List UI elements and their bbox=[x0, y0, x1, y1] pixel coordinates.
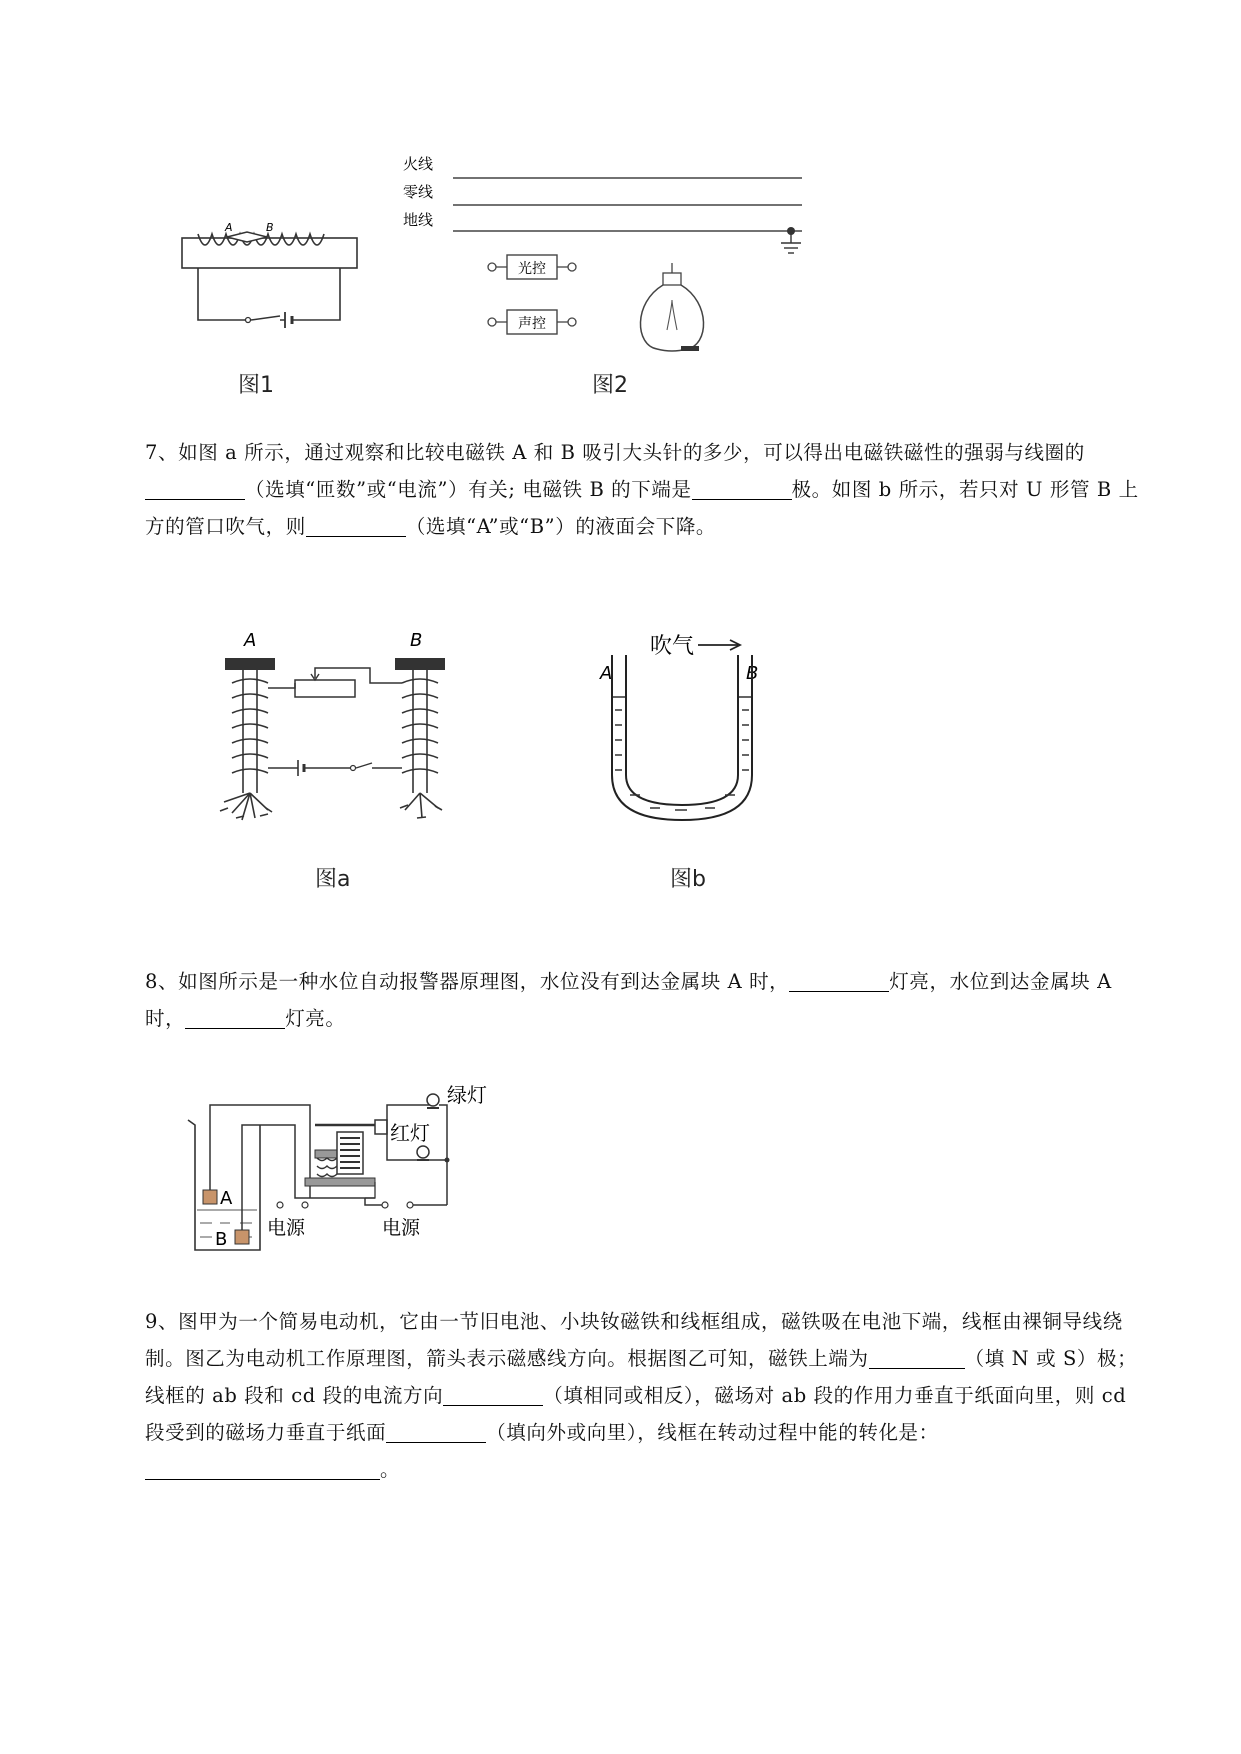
light-switch-label: 光控 bbox=[518, 261, 546, 277]
q7-text-2: （选填“匝数”或“电流”）有关; 电磁铁 B 的下端是 bbox=[245, 478, 692, 501]
fig-a-label-b: B bbox=[410, 630, 423, 651]
question-7 bbox=[145, 434, 1150, 545]
q8-text-1: 8、如图所示是一种水位自动报警器原理图，水位没有到达金属块 A 时， bbox=[145, 970, 790, 993]
q9-text-1: 9、图甲为一个简易电动机，它由一节旧电池、小块钕磁铁和线框组成，磁铁吸在电池下端，线框由裸铜导线绕制。图乙为电动机工作原理图，箭头表示磁感线方向。根据图乙可知，磁铁上端为 bbox=[145, 1310, 1123, 1370]
sound-switch-label: 声控 bbox=[518, 316, 546, 332]
q9-text-3: （填相同或相反），磁场对 ab 段的作用力垂直于纸面向里，则 cd 段受到的磁场力垂直于纸面 bbox=[145, 1384, 1127, 1444]
figure-2-circuit bbox=[395, 155, 815, 355]
fig1-label-b: B bbox=[266, 221, 274, 234]
fig1-label-a: A bbox=[225, 221, 233, 234]
figure-water-alarm bbox=[185, 1080, 525, 1265]
q9-text-4: （填向外或向里），线框在转动过程中能的转化是： bbox=[486, 1421, 939, 1444]
q7-text-3: 极。如图 b 所示，若只对 U 形管 B 上方的管口吹气，则 bbox=[145, 478, 1139, 538]
metal-block-b-label: B bbox=[215, 1229, 228, 1250]
q8-text-2: 灯亮，水位到达金属块 A 时， bbox=[145, 970, 1112, 1030]
red-light-label: 红灯 bbox=[390, 1121, 430, 1145]
q9-blank-1[interactable] bbox=[869, 1346, 965, 1369]
ground-wire-label: 地线 bbox=[403, 211, 434, 229]
q8-blank-1[interactable] bbox=[789, 969, 889, 992]
q7-blank-3[interactable] bbox=[306, 514, 406, 537]
live-wire-label: 火线 bbox=[403, 155, 434, 173]
figure-a-electromagnets bbox=[210, 628, 475, 828]
question-8 bbox=[145, 963, 1150, 1037]
figure-2-caption: 图2 bbox=[592, 373, 628, 398]
power-source-1-label: 电源 bbox=[267, 1217, 306, 1239]
fig-b-label-b: B bbox=[746, 663, 759, 684]
fig-a-label-a: A bbox=[244, 630, 257, 651]
q9-text-2: （填 N 或 S）极；线框的 ab 段和 cd 段的电流方向 bbox=[145, 1347, 1138, 1407]
figure-a-caption: 图a bbox=[315, 867, 351, 892]
q9-blank-3[interactable] bbox=[386, 1420, 486, 1443]
neutral-wire-label: 零线 bbox=[403, 183, 434, 201]
power-source-2-label: 电源 bbox=[382, 1217, 421, 1239]
q8-blank-2[interactable] bbox=[185, 1006, 285, 1029]
q9-blank-2[interactable] bbox=[443, 1383, 543, 1406]
question-9 bbox=[145, 1303, 1150, 1488]
figure-b-u-tube bbox=[590, 625, 780, 840]
figure-1-solenoid bbox=[170, 220, 370, 355]
q7-text-1: 7、如图 a 所示，通过观察和比较电磁铁 A 和 B 吸引大头针的多少，可以得出电磁铁磁性的强弱与线圈的 bbox=[145, 441, 1085, 464]
q7-blank-1[interactable] bbox=[145, 477, 245, 500]
figure-1-caption: 图1 bbox=[238, 373, 274, 398]
q8-text-3: 灯亮。 bbox=[285, 1007, 346, 1030]
q9-text-5: 。 bbox=[380, 1458, 401, 1481]
metal-block-a-label: A bbox=[220, 1188, 233, 1209]
q7-blank-2[interactable] bbox=[692, 477, 792, 500]
green-light-label: 绿灯 bbox=[447, 1083, 487, 1107]
q9-blank-4[interactable] bbox=[145, 1457, 380, 1480]
fig-b-label-a: A bbox=[600, 663, 613, 684]
q7-text-4: （选填“A”或“B”）的液面会下降。 bbox=[405, 515, 717, 538]
blow-label: 吹气 bbox=[650, 634, 695, 659]
figure-b-caption: 图b bbox=[670, 867, 706, 892]
